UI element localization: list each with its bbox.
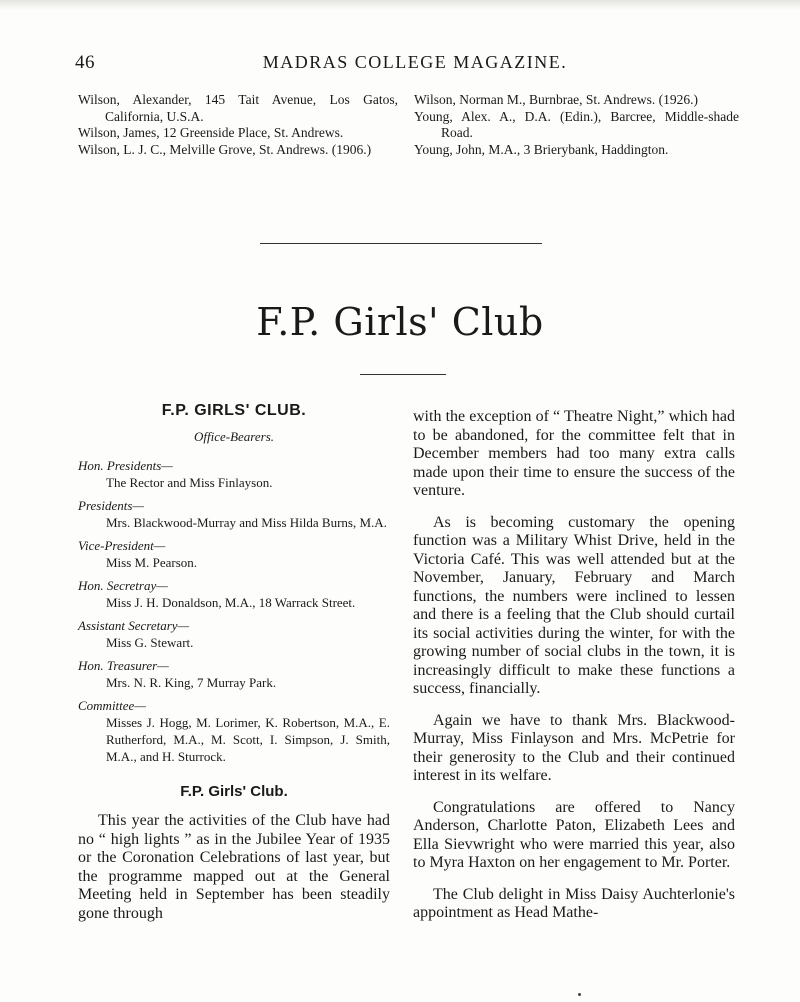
address-entry: Wilson, L. J. C., Melville Grove, St. Andrews. (1906.): [78, 141, 372, 157]
address-list-left: [78, 92, 398, 158]
address-entry: Young, Alex. A., D.A. (Edin.), Barcree, Middle-shade Road.: [414, 108, 739, 140]
section-title: F.P. Girls' Club: [256, 300, 544, 344]
officer-holder: Miss J. H. Donaldson, M.A., 18 Warrack Street.: [106, 595, 356, 610]
print-speck: [578, 993, 581, 996]
officer-holder: Miss M. Pearson.: [106, 555, 198, 570]
officer-holder: Mrs. Blackwood-Murray and Miss Hilda Burns, M.A.: [106, 515, 387, 530]
report-paragraph: Congratulations are offered to Nancy Anderson, Charlotte Paton, Elizabeth Lees and Ella Sievwright who were married this year, also to Myra Haxton on her engagement to Mr. Porter.: [413, 798, 735, 871]
officer-holder: Misses J. Hogg, M. Lorimer, K. Robertson, M.A., E. Rutherford, M.A., M. Scott, I. Simpson, J. Smith, M.A., and H. Sturrock.: [106, 715, 390, 764]
report-paragraph: Again we have to thank Mrs. Blackwood-Murray, Miss Finlayson and Mrs. McPetrie for their generosity to the Club and their continued interest in its welfare.: [413, 711, 735, 784]
officer-holder: Miss G. Stewart.: [106, 635, 194, 650]
address-entry: Wilson, Norman M., Burnbrae, St. Andrews. (1926.): [414, 92, 699, 107]
address-list-right: [414, 92, 739, 158]
report-heading: F.P. Girls' Club.: [180, 783, 288, 800]
divider-rule: [260, 243, 542, 244]
officer-role: Hon. Treasurer—: [78, 658, 169, 673]
officer-list: [78, 457, 390, 765]
report-paragraph: with the exception of “ Theatre Night,” which had to be abandoned, for the committee felt that in December members had too many extra calls made upon their time to ensure the success of the venture.: [413, 408, 735, 499]
officer-role: Hon. Presidents—: [78, 458, 173, 473]
officer-role: Vice-President—: [78, 538, 166, 553]
divider-rule: [360, 374, 446, 375]
office-bearers-label: Office-Bearers.: [193, 429, 275, 444]
officer-role: Hon. Secretray—: [78, 578, 168, 593]
address-entry: Wilson, James, 12 Greenside Place, St. Andrews.: [78, 125, 344, 140]
right-column: [413, 408, 735, 923]
club-heading: F.P. GIRLS' CLUB.: [161, 402, 307, 419]
report-paragraph: This year the activities of the Club have had no “ high lights ” as in the Jubilee Year of 1935 or the Coronation Celebrations of last year, but the programme mapped out at the General Meeting held in September has been steadily gone through: [78, 812, 390, 922]
officer-role: Presidents—: [78, 498, 144, 513]
running-head: MADRAS COLLEGE MAGAZINE.: [262, 52, 568, 72]
address-entry: Young, John, M.A., 3 Brierybank, Haddington.: [414, 141, 669, 157]
officer-holder: The Rector and Miss Finlayson.: [106, 475, 273, 490]
officer-holder: Mrs. N. R. King, 7 Murray Park.: [106, 675, 277, 690]
officer-role: Assistant Secretary—: [78, 618, 190, 633]
left-column: [78, 402, 390, 923]
page-top-edge: [0, 0, 800, 10]
page-number: 46: [75, 52, 95, 73]
report-paragraph: The Club delight in Miss Daisy Auchterlonie's appointment as Head Mathe-: [413, 885, 735, 921]
officer-role: Committee—: [78, 698, 146, 713]
report-paragraph: As is becoming customary the opening function was a Military Whist Drive, held in the Victoria Café. This was well attended but at the November, January, February and March functions, the numbers were inclined to lessen and there is a feeling that the Club should curtail its social activities during the winter, for with the growing number of social clubs in the town, it is increasingly difficult to make these functions a success, financially.: [413, 513, 735, 697]
address-entry: Wilson, Alexander, 145 Tait Avenue, Los Gatos, California, U.S.A.: [78, 92, 398, 124]
